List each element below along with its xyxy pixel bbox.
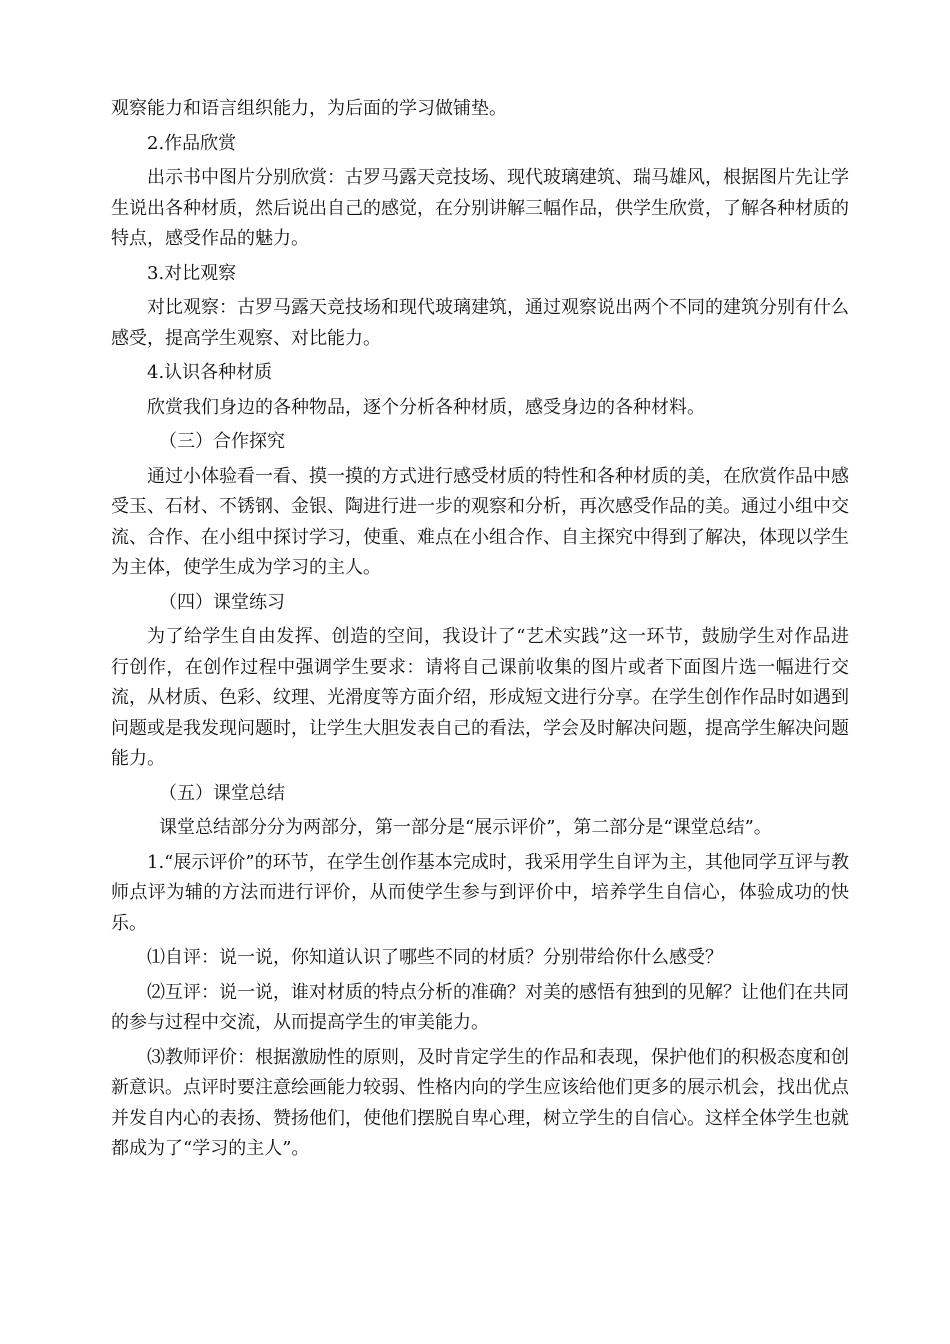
- body-paragraph-peer-evaluation: ⑵互评：说一说，谁对材质的特点分析的准确？对美的感悟有独到的见解？让他们在共同的参与过程中交流，从而提高学生的审美能力。: [111, 981, 849, 1033]
- section-heading-cooperative-inquiry: （三）合作探究: [159, 431, 285, 452]
- body-paragraph-artwork-appreciation: 出示书中图片分别欣赏：古罗马露天竞技场、现代玻璃建筑、瑞马雄风，根据图片先让学生说出各种材质，然后说出自己的感觉，在分别讲解三幅作品，供学生欣赏，了解各种材质的特点，感受作品的魅力。: [111, 167, 849, 249]
- body-paragraph-teacher-evaluation: ⑶教师评价：根据激励性的原则，及时肯定学生的作品和表现，保护他们的积极态度和创新意识。点评时要注意绘画能力较弱、性格内向的学生应该给他们更多的展示机会，找出优点并发自内心的表扬、赞扬他们，使他们摆脱自卑心理，树立学生的自信心。这样全体学生也就都成为了“学习的主人”。: [111, 1046, 849, 1159]
- body-paragraph-continuation: 观察能力和语言组织能力，为后面的学习做铺垫。: [111, 98, 507, 119]
- body-paragraph-display-evaluation: 1.“展示评价”的环节，在学生创作基本完成时，我采用学生自评为主，其他同学互评与教师点评为辅的方法而进行评价，从而使学生参与到评价中，培养学生自信心，体验成功的快乐。: [111, 851, 849, 934]
- body-paragraph-cooperative-inquiry: 通过小体验看一看、摸一摸的方式进行感受材质的特性和各种材质的美，在欣赏作品中感受玉、石材、不锈钢、金银、陶进行进一步的观察和分析，再次感受作品的美。通过小组中交流、合作、在小组中探讨学习，使重、难点在小组合作、自主探究中得到了解决，体现以学生为主体，使学生成为学习的主人。: [111, 465, 849, 578]
- section-heading-materials: 4.认识各种材质: [147, 362, 273, 383]
- body-paragraph-materials: 欣赏我们身边的各种物品，逐个分析各种材质，感受身边的各种材料。: [147, 396, 705, 418]
- body-paragraph-summary-intro: 课堂总结部分分为两部分，第一部分是“展示评价”，第二部分是“课堂总结”。: [159, 817, 772, 838]
- section-heading-artwork-appreciation: 2.作品欣赏: [147, 132, 237, 154]
- section-heading-classroom-summary: （五）课堂总结: [159, 782, 285, 804]
- body-paragraph-classroom-practice: 为了给学生自由发挥、创造的空间，我设计了“艺术实践”这一环节，鼓励学生对作品进行创作，在创作过程中强调学生要求：请将自己课前收集的图片或者下面图片选一幅进行交流，从材质、色彩、纹理、光滑度等方面介绍，形成短文进行分享。在学生创作作品时如遇到问题或是我发现问题时，让学生大胆发表自己的看法，学会及时解决问题，提高学生解决问题能力。: [111, 626, 849, 769]
- section-heading-comparison: 3.对比观察: [147, 262, 237, 284]
- section-heading-classroom-practice: （四）课堂练习: [159, 591, 285, 613]
- document-body: [111, 94, 849, 1165]
- body-paragraph-comparison: 对比观察：古罗马露天竞技场和现代玻璃建筑，通过观察说出两个不同的建筑分别有什么感受，提高学生观察、对比能力。: [111, 297, 849, 349]
- body-paragraph-self-evaluation: ⑴自评：说一说，你知道认识了哪些不同的材质？分别带给你什么感受？: [147, 947, 723, 968]
